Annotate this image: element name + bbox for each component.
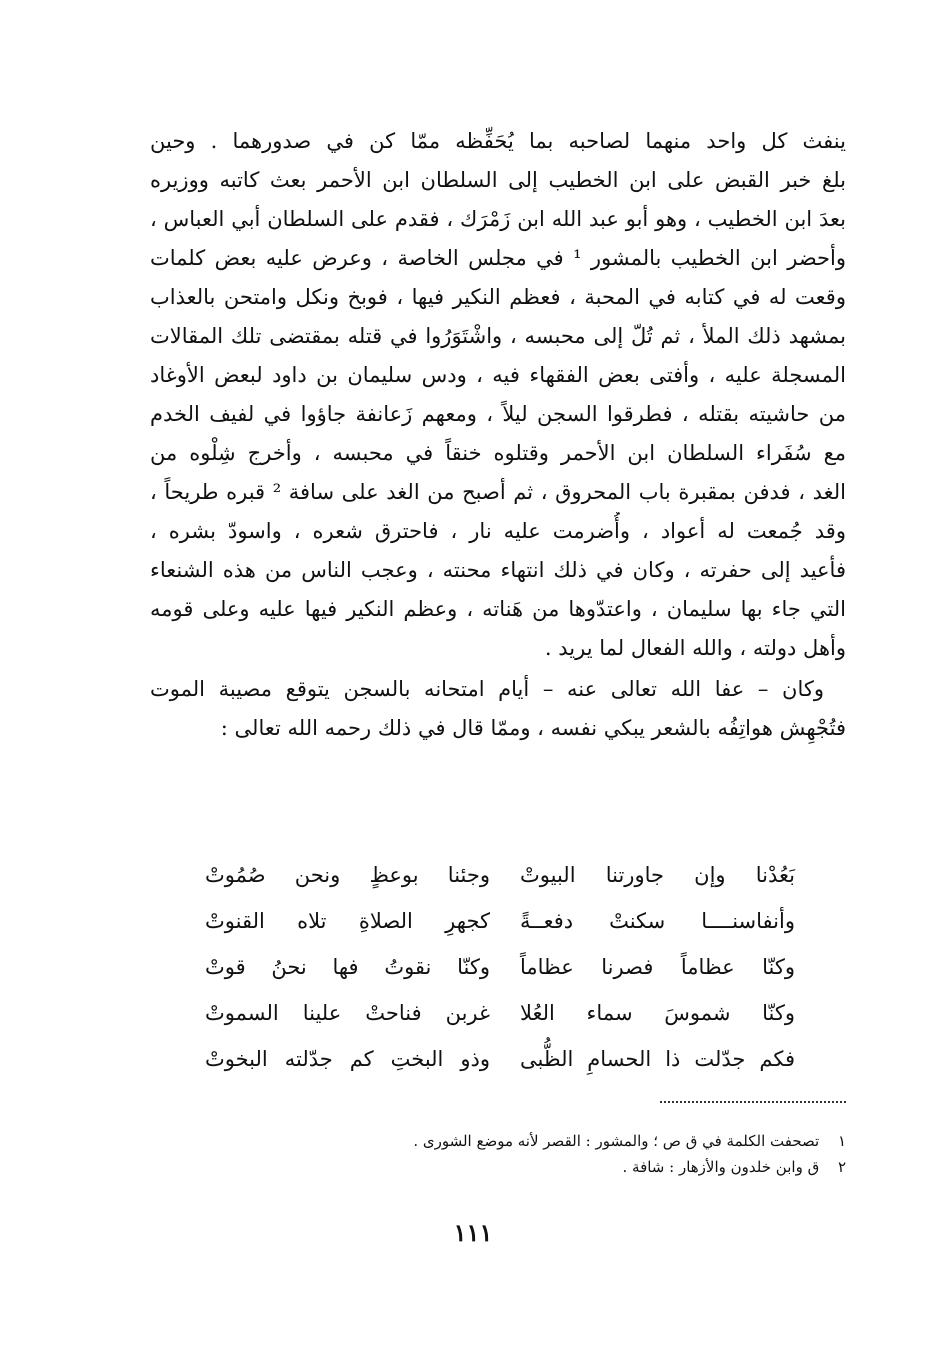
poem-verse [205, 990, 795, 1036]
text-line: وأحضر ابن الخطيب بالمشور ¹ في مجلس الخاصة ، وعرض عليه بعض كلمات [150, 246, 846, 270]
poem-verse [205, 1036, 795, 1082]
text-line: الغد ، فدفن بمقبرة باب المحروق ، ثم أصبح من الغد على سافة ² قبره طريحاً ، [150, 480, 846, 504]
footnote [300, 1154, 846, 1180]
main-text [150, 122, 846, 748]
text-line: فأعيد إلى حفرته ، وكان في ذلك انتهاء محنته ، وعجب الناس من هذه الشنعاء [150, 558, 846, 582]
footnote-text: ق وابن خلدون والأزهار : شافة . [622, 1158, 820, 1176]
text-line: وكان – عفا الله تعالى عنه – أيام امتحانه بالسجن يتوقع مصيبة الموت [150, 677, 824, 701]
text-line: التي جاء بها سليمان ، واعتدّوها من هَناته ، وعظم النكير فيها عليه وعلى قومه [150, 597, 846, 621]
text-line: بمشهد ذلك الملأ ، ثم تُلّ إلى محبسه ، واشْتَوَرُوا في قتله بمقتضى تلك المقالات [150, 324, 846, 348]
text-line: من حاشيته بقتله ، فطرقوا السجن ليلاً ، ومعهم زَعانفة جاؤوا في لفيف الخدم [150, 402, 846, 426]
verse-first-half: وكنّا شموسَ سماء العُلا [520, 1001, 795, 1025]
verse-second-half: وذو البختِ كم جدّلته البخوتْ [205, 1047, 490, 1071]
text-line: مع سُفَراء السلطان ابن الأحمر وقتلوه خنقاً في محبسه ، وأخرج شِلْوه من [150, 441, 846, 465]
text-line: ينفث كل واحد منهما لصاحبه بما يُحَفِّظه ممّا كن في صدورهما . وحين [150, 129, 846, 153]
text-line: وأهل دولته ، والله الفعال لما يريد . [544, 636, 846, 660]
verse-first-half: بَعُدْنا وإن جاورتنا البيوتْ [520, 863, 795, 887]
text-line: وقد جُمعت له أعواد ، وأُضرمت عليه نار ، فاحترق شعره ، واسودّ بشره ، [150, 519, 846, 543]
poem [205, 852, 795, 1082]
poem-verse [205, 898, 795, 944]
poem-verse [205, 852, 795, 898]
footnote [300, 1128, 846, 1154]
verse-second-half: وجئنا بوعظٍ ونحن صُمُوتْ [205, 863, 490, 887]
text-line: فتُجْهِش هواتِفُه بالشعر يبكي نفسه ، وممّا قال في ذلك رحمه الله تعالى : [220, 716, 846, 740]
poem-verse [205, 944, 795, 990]
footnote-number: ١ [837, 1132, 846, 1150]
verse-first-half: فكم جدّلت ذا الحسامِ الظُّبى [520, 1047, 795, 1071]
footnotes [300, 1128, 846, 1180]
text-line: المسجلة عليه ، وأفتى بعض الفقهاء فيه ، ودس سليمان بن داود لبعض الأوغاد [150, 363, 846, 387]
verse-second-half: غربن فناحتْ علينا السموتْ [205, 1001, 490, 1025]
paragraph-1 [150, 122, 846, 668]
paragraph-2 [150, 670, 846, 748]
footnote-number: ٢ [837, 1158, 846, 1176]
text-line: وقعت له في كتابه في المحبة ، فعظم النكير فيها ، فوبخ ونكل وامتحن بالعذاب [150, 285, 846, 309]
text-line: بعدَ ابن الخطيب ، وهو أبو عبد الله ابن زَمْرَك ، فقدم على السلطان أبي العباس ، [150, 207, 846, 231]
page-number: ١١١ [453, 1218, 493, 1247]
verse-second-half: وكنّا نقوتُ فها نحنُ قوتْ [205, 955, 490, 979]
verse-first-half: وكنّا عظاماً فصرنا عظاماً [520, 955, 795, 979]
footnote-text: تصحفت الكلمة في ق ص ؛ والمشور : القصر لأنه موضع الشورى . [413, 1132, 820, 1150]
footnote-divider [660, 1101, 846, 1103]
text-line: بلغ خبر القبض على ابن الخطيب إلى السلطان ابن الأحمر بعث كاتبه ووزيره [150, 168, 846, 192]
verse-second-half: كجهرِ الصلاةِ تلاه القنوتْ [205, 909, 490, 933]
verse-first-half: وأنفاسنــــا سكنتْ دفعــةً [520, 909, 795, 933]
